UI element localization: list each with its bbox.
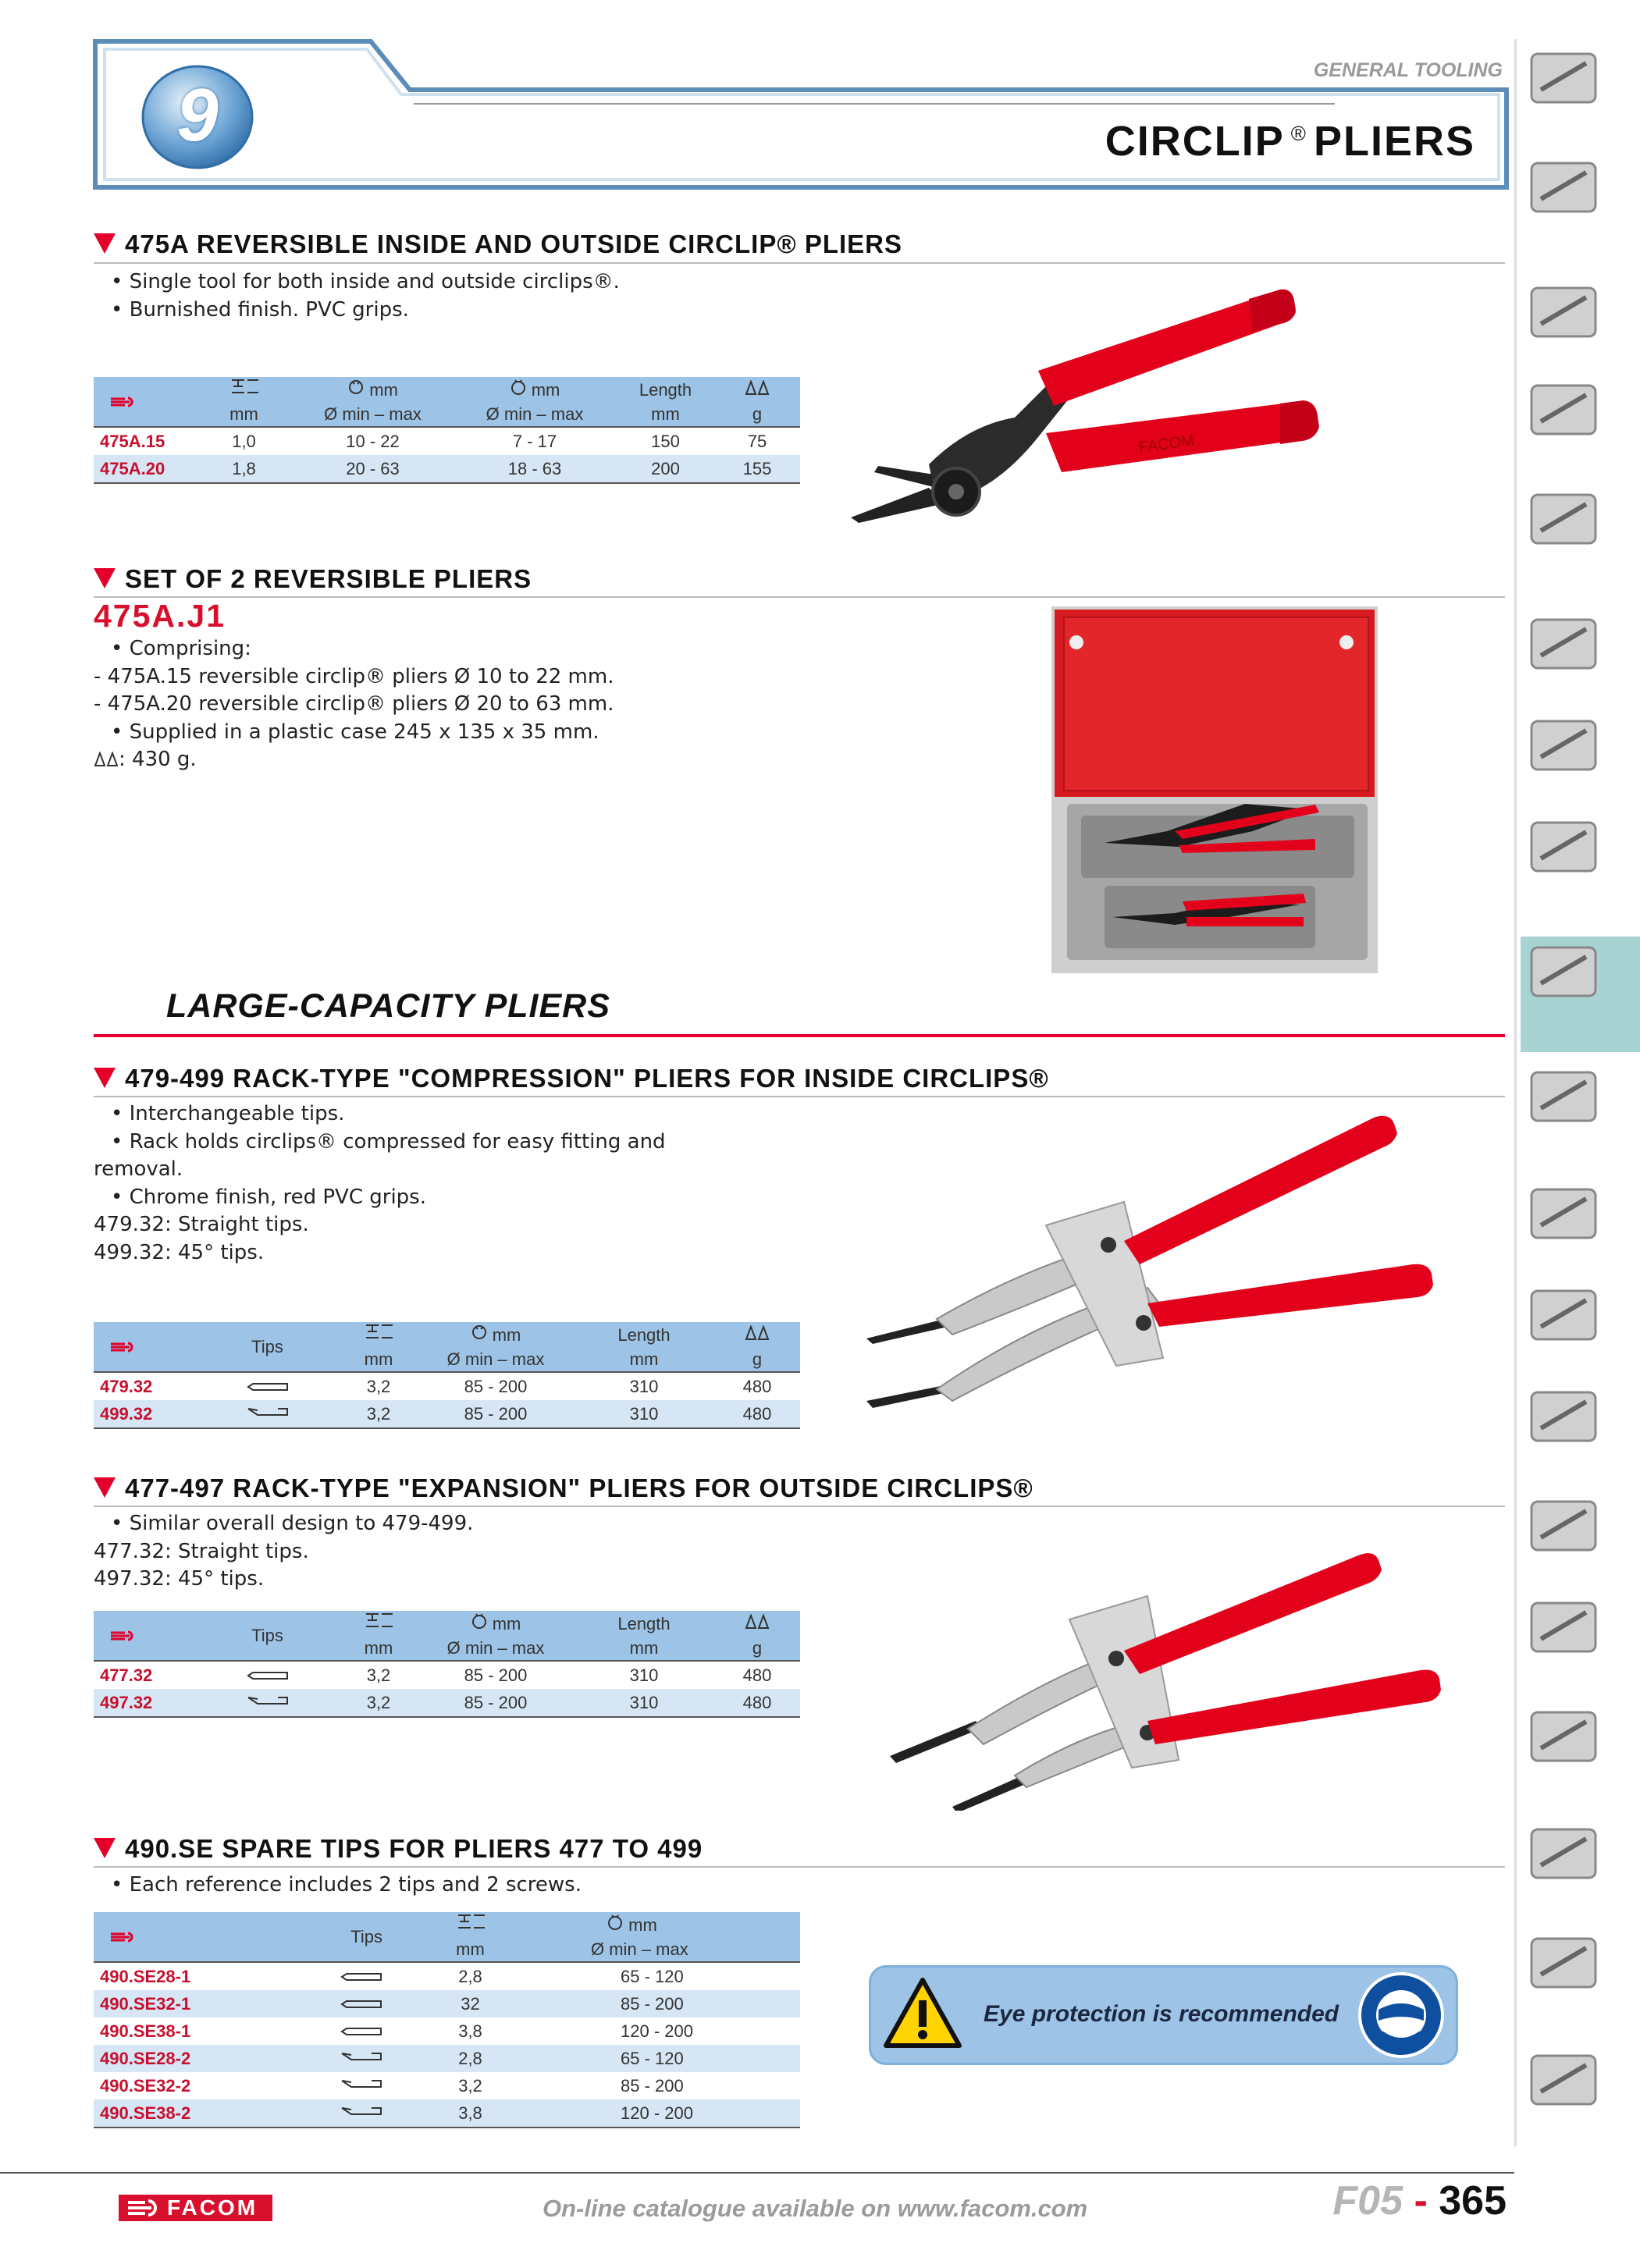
product-ref[interactable]: 477.32 [100,1665,153,1685]
tool-cabinet-icon[interactable] [1521,152,1606,222]
thickness-unit: mm [340,1636,418,1661]
facom-logo-text: FACOM [167,2195,258,2220]
spec-table-490 [94,1912,800,2128]
weight-unit: g [714,1636,800,1661]
inside-dia-unit: Ø min – max [293,402,453,427]
cell: 310 [629,1377,659,1396]
bent-tip-icon [195,1400,340,1428]
section-479-details [94,1100,666,1267]
cell: 3,2 [458,2076,482,2096]
cell: 480 [714,1400,800,1428]
detail-line: removal. [94,1157,183,1181]
section-475a-bullets [111,268,620,324]
cell: 10 - 22 [346,432,400,451]
product-ref[interactable]: 497.32 [94,1689,195,1717]
cell: 18 - 63 [453,455,617,483]
outside-circlip-icon [471,1612,488,1630]
page-title-suffix: PLIERS [1313,118,1475,165]
section-479-title [94,1064,1499,1093]
outside-dia-header: mm [418,1611,574,1636]
tips-header: Tips [250,1912,406,1962]
cell: 310 [629,1665,659,1685]
outside-circlip-icon [510,379,527,396]
outside-dia-header: mm [535,1912,800,1937]
section-490-title [94,1834,1499,1864]
divider [94,1505,1505,1507]
detail-line: • Interchangeable tips. [111,1102,345,1125]
inside-dia-unit: Ø min – max [418,1347,574,1372]
reg-mark: ® [1290,122,1307,145]
page-num: 365 [1439,2178,1507,2224]
cell: 3,8 [458,2021,482,2041]
detail-line: • Supplied in a plastic case 245 x 135 x 35 mm. [111,720,599,744]
cell: 1,0 [232,432,256,451]
straight-tip-icon [250,1962,406,1990]
facom-ref-icon [109,1342,137,1353]
product-ref[interactable]: 490.SE32-1 [94,1990,250,2017]
socket-icon[interactable] [1521,609,1606,679]
straight-tip-icon [195,1661,340,1689]
spec-table-490-body [94,1962,800,2128]
facom-ref-icon [109,1932,137,1943]
page-title-text: CIRCLIP [1105,118,1285,165]
notice-text: Eye protection is recommended [984,2001,1339,2027]
weight-line: : 430 g. [94,746,614,774]
spec-table-477 [94,1611,800,1718]
electronics-icon[interactable] [1521,1928,1606,1998]
screwdriver-icon[interactable] [1521,710,1606,780]
cell: 2,8 [458,1967,482,1986]
impact-wrench-icon[interactable] [1521,1491,1606,1561]
cell: 2,8 [406,2045,535,2072]
thickness-icon [340,1611,418,1636]
page-number [1304,2177,1507,2224]
table-row [94,427,800,455]
cell: 480 [714,1689,800,1717]
table-row [94,455,800,483]
cell: 32 [406,1990,535,2017]
table-row [94,1990,800,2017]
goggles-icon [1358,1972,1444,2058]
section-set-title [94,564,1499,594]
cell: 3,2 [366,1665,391,1685]
cell: 155 [714,455,800,483]
outside-circlip-icon [607,1914,624,1931]
cell: 200 [617,455,714,483]
large-capacity-rule [94,1034,1505,1037]
bent-tip-icon [250,2045,406,2072]
section-475a-title-text: 475A REVERSIBLE INSIDE AND OUTSIDE CIRCLIP® PLIERS [125,229,903,258]
section-479-title-text: 479-499 RACK-TYPE "COMPRESSION" PLIERS FOR INSIDE CIRCLIPS® [125,1064,1049,1093]
straight-tip-icon [195,1372,340,1400]
length-unit: mm [574,1636,714,1661]
length-header: Length [617,377,714,402]
inside-circlip-icon [471,1324,488,1341]
red-triangle-icon [94,1838,116,1858]
cell: 1,8 [195,455,293,483]
detail-line: 479.32: Straight tips. [94,1213,309,1236]
ref-column-header [94,1322,195,1372]
length-header: Length [574,1322,714,1347]
compression-pliers-image [851,1108,1452,1420]
set-details [94,635,614,774]
cell: 85 - 200 [464,1377,528,1396]
cell: 85 - 200 [464,1665,528,1685]
table-row [94,1962,800,1990]
cell: 65 - 120 [621,1967,684,1986]
toolbox-icon[interactable] [1521,375,1606,445]
wrench-icon[interactable] [1521,484,1606,554]
bent-tip-icon [195,1689,340,1717]
footer-rule [0,2172,1514,2174]
outside-dia-unit: Ø min – max [418,1636,574,1661]
tape-measure-icon[interactable] [1521,1061,1606,1132]
spec-table-479 [94,1322,800,1429]
cell: 480 [742,1665,772,1685]
ref-column-header [94,1611,195,1661]
table-row [94,2017,800,2045]
bent-tip-icon [250,2099,406,2128]
expansion-pliers-image [882,1541,1475,1811]
large-capacity-heading: LARGE-CAPACITY PLIERS [166,987,610,1025]
cell: 3,8 [406,2099,535,2128]
sidebar-line [1514,39,1517,2146]
cell: 3,2 [340,1689,418,1717]
outside-dia-unit: Ø min – max [453,402,617,427]
detail-line: • Comprising: [111,637,251,660]
cell: 85 - 200 [621,2076,684,2096]
section-477-title-text: 477-497 RACK-TYPE "EXPANSION" PLIERS FOR OUTSIDE CIRCLIPS® [125,1473,1033,1502]
cell: 3,2 [366,1377,391,1396]
spec-table-475a [94,377,800,484]
table-row [94,1689,800,1717]
thickness-icon [340,1322,418,1347]
weight-icon [714,1611,800,1636]
section-477-details [94,1510,473,1594]
page-code: F05 [1332,2178,1403,2224]
thickness-unit: mm [340,1347,418,1372]
cell: 120 - 200 [535,2099,800,2128]
cell: 7 - 17 [512,432,557,451]
red-triangle-icon [94,233,116,254]
section-490-details [111,1872,582,1900]
facom-logo [119,2195,272,2221]
detail-line: • Chrome finish, red PVC grips. [111,1185,426,1209]
workbench-icon[interactable] [1521,43,1606,113]
reversible-pliers-image [812,269,1389,535]
facom-logo-mark [125,2198,162,2218]
red-triangle-icon [94,1477,116,1498]
red-triangle-icon [94,1068,116,1088]
svg-text:FACOM: FACOM [1137,432,1196,457]
table-row [94,2072,800,2099]
cell: 85 - 200 [418,1400,574,1428]
table-row [94,2099,800,2128]
cell: 85 - 200 [418,1689,574,1717]
cell: 150 [651,432,680,451]
divider [94,1096,1505,1097]
cell: 75 [747,432,767,451]
warning-icon [883,1977,962,2049]
section-set-title-text: SET OF 2 REVERSIBLE PLIERS [125,564,532,593]
weight-icon [714,377,800,402]
product-ref[interactable]: 490.SE32-2 [100,2076,191,2096]
product-ref[interactable]: 475A.20 [94,455,195,483]
cell: 20 - 63 [293,455,453,483]
facom-ref-icon [109,1630,137,1641]
table-row [94,1372,800,1400]
weight-icon [94,752,119,767]
table-row [94,1400,800,1428]
pipe-wrench-icon[interactable] [1521,1592,1606,1662]
product-ref[interactable]: 479.32 [100,1377,153,1396]
divider [94,596,1505,598]
ref-column-header [94,377,195,427]
cell: 85 - 200 [535,1990,800,2017]
hex-key-icon[interactable] [1521,812,1606,882]
product-ref[interactable]: 490.SE38-1 [100,2021,191,2041]
cell: 480 [742,1377,772,1396]
plier-set-case-image [1050,605,1382,979]
product-ref[interactable]: 490.SE28-2 [94,2045,250,2072]
page-dash: - [1414,2178,1428,2224]
ref-column-header [94,1912,250,1962]
thickness-unit: mm [406,1937,535,1962]
inside-dia-header: mm [293,377,453,402]
workbench-bench-icon[interactable] [1521,277,1606,347]
detail-line: - 475A.15 reversible circlip® pliers Ø 10 to 22 mm. [94,664,614,688]
puller-icon[interactable] [1521,1381,1606,1452]
weight-unit: g [714,1347,800,1372]
product-ref[interactable]: 475A.15 [100,432,165,451]
cell: 65 - 120 [535,2045,800,2072]
bullet-line: • Burnished finish. PVC grips. [111,297,409,322]
detail-line: 497.32: 45° tips. [94,1567,265,1591]
tips-header: Tips [195,1322,340,1372]
section-477-title [94,1473,1499,1503]
length-unit: mm [617,402,714,427]
bullet-line: • Single tool for both inside and outside circlips®. [111,270,620,293]
product-ref[interactable]: 490.SE28-1 [100,1967,191,1986]
page-title [1015,117,1475,165]
length-header: Length [574,1611,714,1636]
divider [94,1866,1505,1868]
cell: 310 [574,1689,714,1717]
thickness-icon [406,1912,535,1937]
hammer-icon[interactable] [1521,1178,1606,1249]
cell: 3,2 [340,1400,418,1428]
outside-dia-unit: Ø min – max [535,1937,800,1962]
inside-circlip-icon [347,379,365,396]
length-unit: mm [574,1347,714,1372]
aircraft-icon[interactable] [1521,1701,1606,1772]
straight-tip-icon [250,1990,406,2017]
table-row [94,2045,800,2072]
table-row [94,1661,800,1689]
chapter-number: 9 [176,73,219,157]
pliers-icon[interactable] [1521,937,1606,1007]
product-ref[interactable]: 490.SE38-2 [94,2099,250,2128]
inside-dia-header: mm [418,1322,574,1347]
detail-line: • Rack holds circlips® compressed for easy fitting and [111,1129,666,1154]
saw-icon[interactable] [1521,1280,1606,1350]
cell: 120 - 200 [621,2021,693,2041]
cell: 310 [574,1400,714,1428]
section-475a-title [94,229,1499,259]
detail-line: 499.32: 45° tips. [94,1240,265,1264]
tips-header: Tips [195,1611,340,1661]
weight-unit: g [714,402,800,427]
facom-ref-icon [109,396,137,407]
set-ref[interactable]: 475A.J1 [94,598,226,634]
category-label: GENERAL TOOLING [1313,59,1503,81]
bent-tip-icon [250,2072,406,2099]
catalogue-link[interactable]: On-line catalogue available on www.facom.com [543,2195,1088,2222]
pylon-icon[interactable] [1521,1818,1606,1889]
thickness-unit: mm [195,402,293,427]
car-icon[interactable] [1521,2045,1606,2115]
straight-tip-icon [250,2017,406,2045]
product-ref[interactable]: 499.32 [94,1400,195,1428]
detail-line: 477.32: Straight tips. [94,1539,309,1563]
section-490-title-text: 490.SE SPARE TIPS FOR PLIERS 477 TO 499 [125,1834,703,1863]
red-triangle-icon [94,568,116,588]
detail-line: • Each reference includes 2 tips and 2 screws. [111,1873,582,1897]
thickness-icon [195,377,293,402]
divider [94,262,1505,264]
detail-line: • Similar overall design to 479-499. [111,1512,474,1535]
weight-icon [714,1322,800,1347]
detail-line: - 475A.20 reversible circlip® pliers Ø 20 to 63 mm. [94,692,614,716]
outside-dia-header: mm [453,377,617,402]
